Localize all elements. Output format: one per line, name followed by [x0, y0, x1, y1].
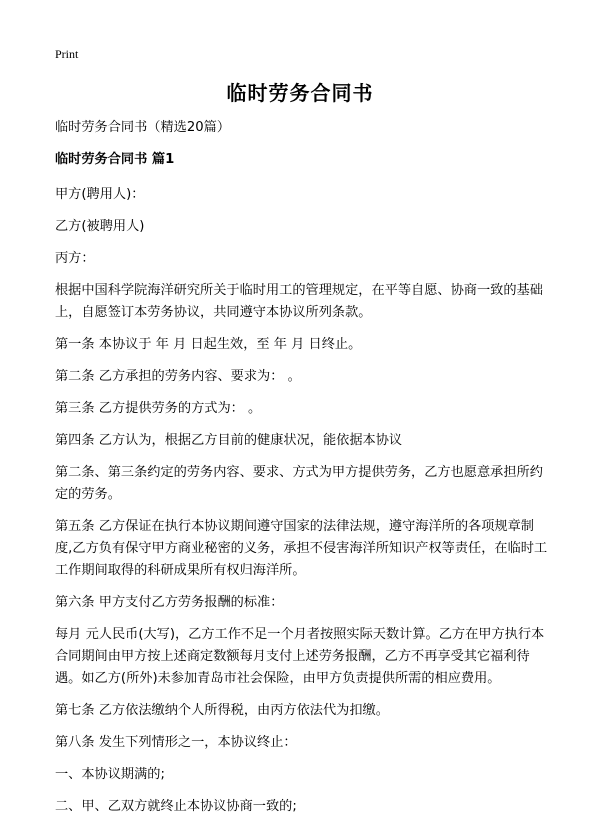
- document-body: [55, 117, 549, 828]
- section-heading: 临时劳务合同书 篇1: [55, 152, 175, 167]
- paragraph: 乙方(被聘用人): [55, 219, 145, 234]
- paragraph: 二、甲、乙双方就终止本协议协商一致的;: [55, 799, 297, 814]
- paragraph: 一、本协议期满的;: [55, 767, 165, 782]
- paragraph: 第二条 乙方承担的劳务内容、要求为： 。: [55, 369, 301, 384]
- paragraph: 第七条 乙方依法缴纳个人所得税，由丙方依法代为扣缴。: [55, 703, 389, 718]
- print-link[interactable]: Print: [55, 47, 79, 61]
- paragraph: 第八条 发生下列情形之一，本协议终止：: [55, 735, 297, 750]
- paragraph: 第三条 乙方提供劳务的方式为： 。: [55, 401, 262, 416]
- paragraph: 第四条 乙方认为，根据乙方目前的健康状况，能依据本协议: [55, 433, 403, 448]
- paragraph: 第二条、第三条约定的劳务内容、要求、方式为甲方提供劳务，乙方也愿意承担所约定的劳务。: [55, 465, 543, 502]
- document-subtitle: 临时劳务合同书（精选20篇）: [55, 120, 231, 135]
- paragraph: 第六条 甲方支付乙方劳务报酬的标准：: [55, 595, 284, 610]
- paragraph: 第五条 乙方保证在执行本协议期间遵守国家的法律法规，遵守海洋所的各项规章制度,乙方负有保守甲方商业秘密的义务，承担不侵害海洋所知识产权等责任，在临时工工作期间取得的科研成果所有权归海洋所。: [55, 519, 548, 578]
- paragraph: 每月 元人民币(大写)，乙方工作不足一个月者按照实际天数计算。乙方在甲方执行本合同期间由甲方按上述商定数额每月支付上述劳务报酬，乙方不再享受其它福利待遇。如乙方(所外)未参加青岛市社会保险，由甲方负责提供所需的相应费用。: [55, 627, 545, 686]
- paragraph: 第一条 本协议于 年 月 日起生效，至 年 月 日终止。: [55, 337, 362, 352]
- paragraph: 丙方：: [55, 251, 95, 266]
- document-title: 临时劳务合同书: [226, 81, 374, 105]
- paragraph: 根据中国科学院海洋研究所关于临时用工的管理规定，在平等自愿、协商一致的基础上，自愿签订本劳务协议，共同遵守本协议所列条款。: [55, 283, 543, 320]
- paragraph: 甲方(聘用人)：: [55, 187, 145, 202]
